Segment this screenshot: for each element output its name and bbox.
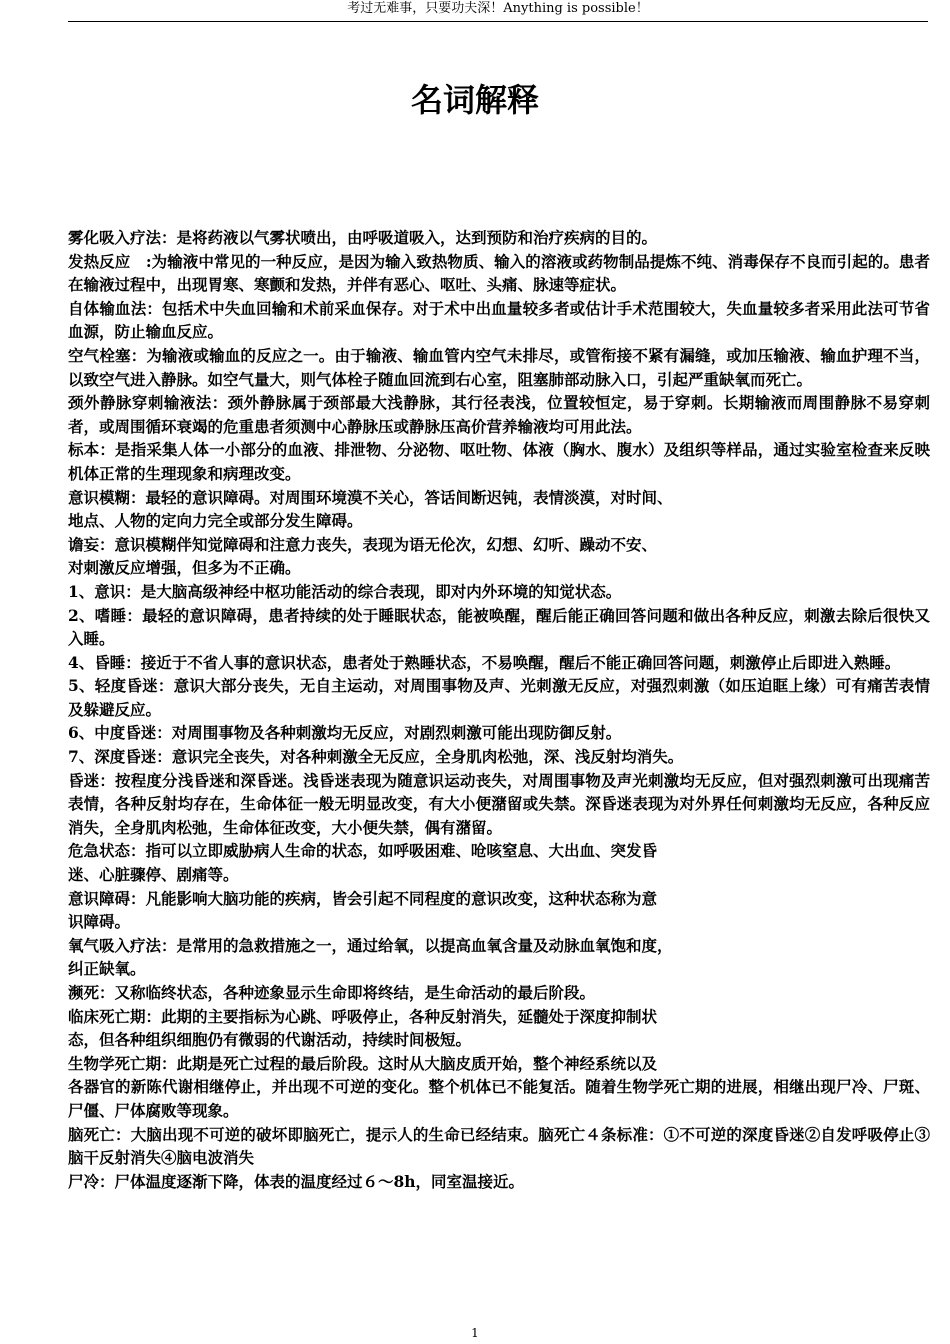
definition-paragraph bbox=[68, 533, 930, 580]
definition-paragraph bbox=[68, 1052, 930, 1076]
document-body bbox=[68, 226, 930, 1193]
text-line: 1、意识：是大脑高级神经中枢功能活动的综合表现，即对内外环境的知觉状态。 bbox=[68, 581, 622, 601]
text-line: 谵妄：意识模糊伴知觉障碍和注意力丧失，表现为语无伦次，幻想、幻听、躁动不安、 bbox=[68, 534, 658, 554]
definition-paragraph: 发热反应 :为输液中常见的一种反应，是因为输入致热物质、输入的溶液或药物制品提炼不纯、消毒保存不良而引起的。患者在输液过程中，出现胃寒、寒颤和发热，并伴有恶心、呕吐、头痛、脉速等症状。 bbox=[68, 251, 930, 295]
text-line: 地点、人物的定向力完全或部分发生障碍。 bbox=[68, 511, 363, 531]
definition-paragraph: 尸冷：尸体温度逐渐下降，体表的温度经过６～8h，同室温接近。 bbox=[68, 1171, 525, 1191]
definition-paragraph: 7、深度昏迷：意识完全丧失，对各种刺激全无反应，全身肌肉松弛，深、浅反射均消失。 bbox=[68, 747, 684, 767]
text-line: 识障碍。 bbox=[68, 912, 131, 932]
definition-paragraph bbox=[68, 981, 930, 1005]
definition-paragraph: 5、轻度昏迷：意识大部分丧失，无自主运动，对周围事物及声、光刺激无反应，对强烈刺激（如压迫眶上缘）可有痛苦表情及躲避反应。 bbox=[68, 676, 930, 719]
text-line: 纠正缺氧。 bbox=[68, 959, 146, 979]
definition-paragraph: 4、昏睡：接近于不省人事的意识状态，患者处于熟睡状态，不易唤醒，醒后不能正确回答问题，刺激停止后即进入熟睡。 bbox=[68, 652, 901, 672]
definition-paragraph: 自体输血法：包括术中失血回输和术前采血保存。对于术中出血量较多者或估计手术范围较大，失血量较多者采用此法可节省血源，防止输血反应。 bbox=[68, 298, 930, 342]
text-line: 危急状态：指可以立即威胁病人生命的状态，如呼吸困难、呛咳窒息、大出血、突发昏 bbox=[68, 841, 658, 861]
definition-paragraph: 空气栓塞：为输液或输血的反应之一。由于输液、输血管内空气未排尽，或管衔接不紧有漏缝，或加压输液、输血护理不当，以致空气进入静脉。如空气量大，则气体栓子随血回流到右心室，阻塞肺部动脉入口，引起严重缺氧而死亡。 bbox=[68, 345, 930, 389]
document-title: 名词解释 bbox=[410, 81, 539, 119]
definition-paragraph: 6、中度昏迷：对周围事物及各种刺激均无反应，对剧烈刺激可能出现防御反射。 bbox=[68, 723, 622, 743]
text-line: 氧气吸入疗法：是常用的急救措施之一，通过给氧，以提高血氧含量及动脉血氧饱和度， bbox=[68, 935, 673, 955]
text-line: 意识模糊：最轻的意识障碍。对周围环境漠不关心，答话间断迟钝，表情淡漠，对时间、 bbox=[68, 487, 673, 507]
header-text: 考过无难事，只要功夫深！Anything is possible！ bbox=[347, 1, 649, 16]
definition-paragraph: 颈外静脉穿刺输液法：颈外静脉属于颈部最大浅静脉，其行径表浅，位置较恒定，易于穿刺。长期输液而周围静脉不易穿刺者，或周围循环衰竭的危重患者须测中心静脉压或静脉压高价营养输液均可用此法。 bbox=[68, 393, 930, 436]
definition-paragraph: 2、嗜睡：最轻的意识障碍，患者持续的处于睡眠状态，能被唤醒，醒后能正确回答问题和做出各种反应，刺激去除后很快又入睡。 bbox=[68, 605, 930, 649]
text-line: 生物学死亡期：此期是死亡过程的最后阶段。这时从大脑皮质开始，整个神经系统以及 bbox=[68, 1053, 658, 1073]
definition-paragraph: 标本：是指采集人体一小部分的血液、排泄物、分泌物、呕吐物、体液（胸水、腹水）及组织等样品，通过实验室检查来反映机体正常的生理现象和病理改变。 bbox=[68, 440, 930, 483]
text-line: 临床死亡期：此期的主要指标为心跳、呼吸停止，各种反射消失，延髓处于深度抑制状 bbox=[68, 1006, 658, 1026]
text-line: 态，但各种组织细胞仍有微弱的代谢活动，持续时间极短。 bbox=[68, 1030, 472, 1050]
definition-paragraph bbox=[68, 486, 930, 533]
text-line: 对刺激反应增强，但多为不正确。 bbox=[68, 558, 301, 578]
definition-paragraph bbox=[68, 887, 930, 934]
definition-paragraph bbox=[68, 839, 930, 886]
text-line: 迷、心脏骤停、剧痛等。 bbox=[68, 865, 239, 885]
definition-paragraph: 昏迷：按程度分浅昏迷和深昏迷。浅昏迷表现为随意识运动丧失，对周围事物及声光刺激均无反应，但对强烈刺激可出现痛苦表情，各种反射均存在，生命体征一般无明显改变，有大小便潴留或失禁。深昏迷表现为对外界任何刺激均无反应，各种反应消失，全身肌肉松弛，生命体征改变，大小便失禁，偶有潴留。 bbox=[68, 770, 930, 837]
definition-paragraph bbox=[68, 1005, 930, 1052]
definition-paragraph: 雾化吸入疗法：是将药液以气雾状喷出，由呼吸道吸入，达到预防和治疗疾病的目的。 bbox=[68, 228, 658, 247]
page-number: 1 bbox=[471, 1326, 479, 1340]
definition-paragraph: 各器官的新陈代谢相继停止，并出现不可逆的变化。整个机体已不能复活。随着生物学死亡期的进展，相继出现尸冷、尸斑、尸僵、尸体腐败等现象。 bbox=[68, 1077, 930, 1120]
text-line: 意识障碍：凡能影响大脑功能的疾病，皆会引起不同程度的意识改变，这种状态称为意 bbox=[68, 888, 658, 908]
definition-paragraph bbox=[68, 934, 930, 981]
text-line: 濒死：又称临终状态，各种迹象显示生命即将终结，是生命活动的最后阶段。 bbox=[68, 983, 596, 1002]
definition-paragraph: 脑死亡：大脑出现不可逆的破坏即脑死亡，提示人的生命已经结束。脑死亡４条标准：①不可逆的深度昏迷②自发呼吸停止③脑干反射消失④脑电波消失 bbox=[68, 1124, 930, 1168]
page-header bbox=[68, 0, 928, 22]
definition-paragraph bbox=[68, 580, 930, 604]
